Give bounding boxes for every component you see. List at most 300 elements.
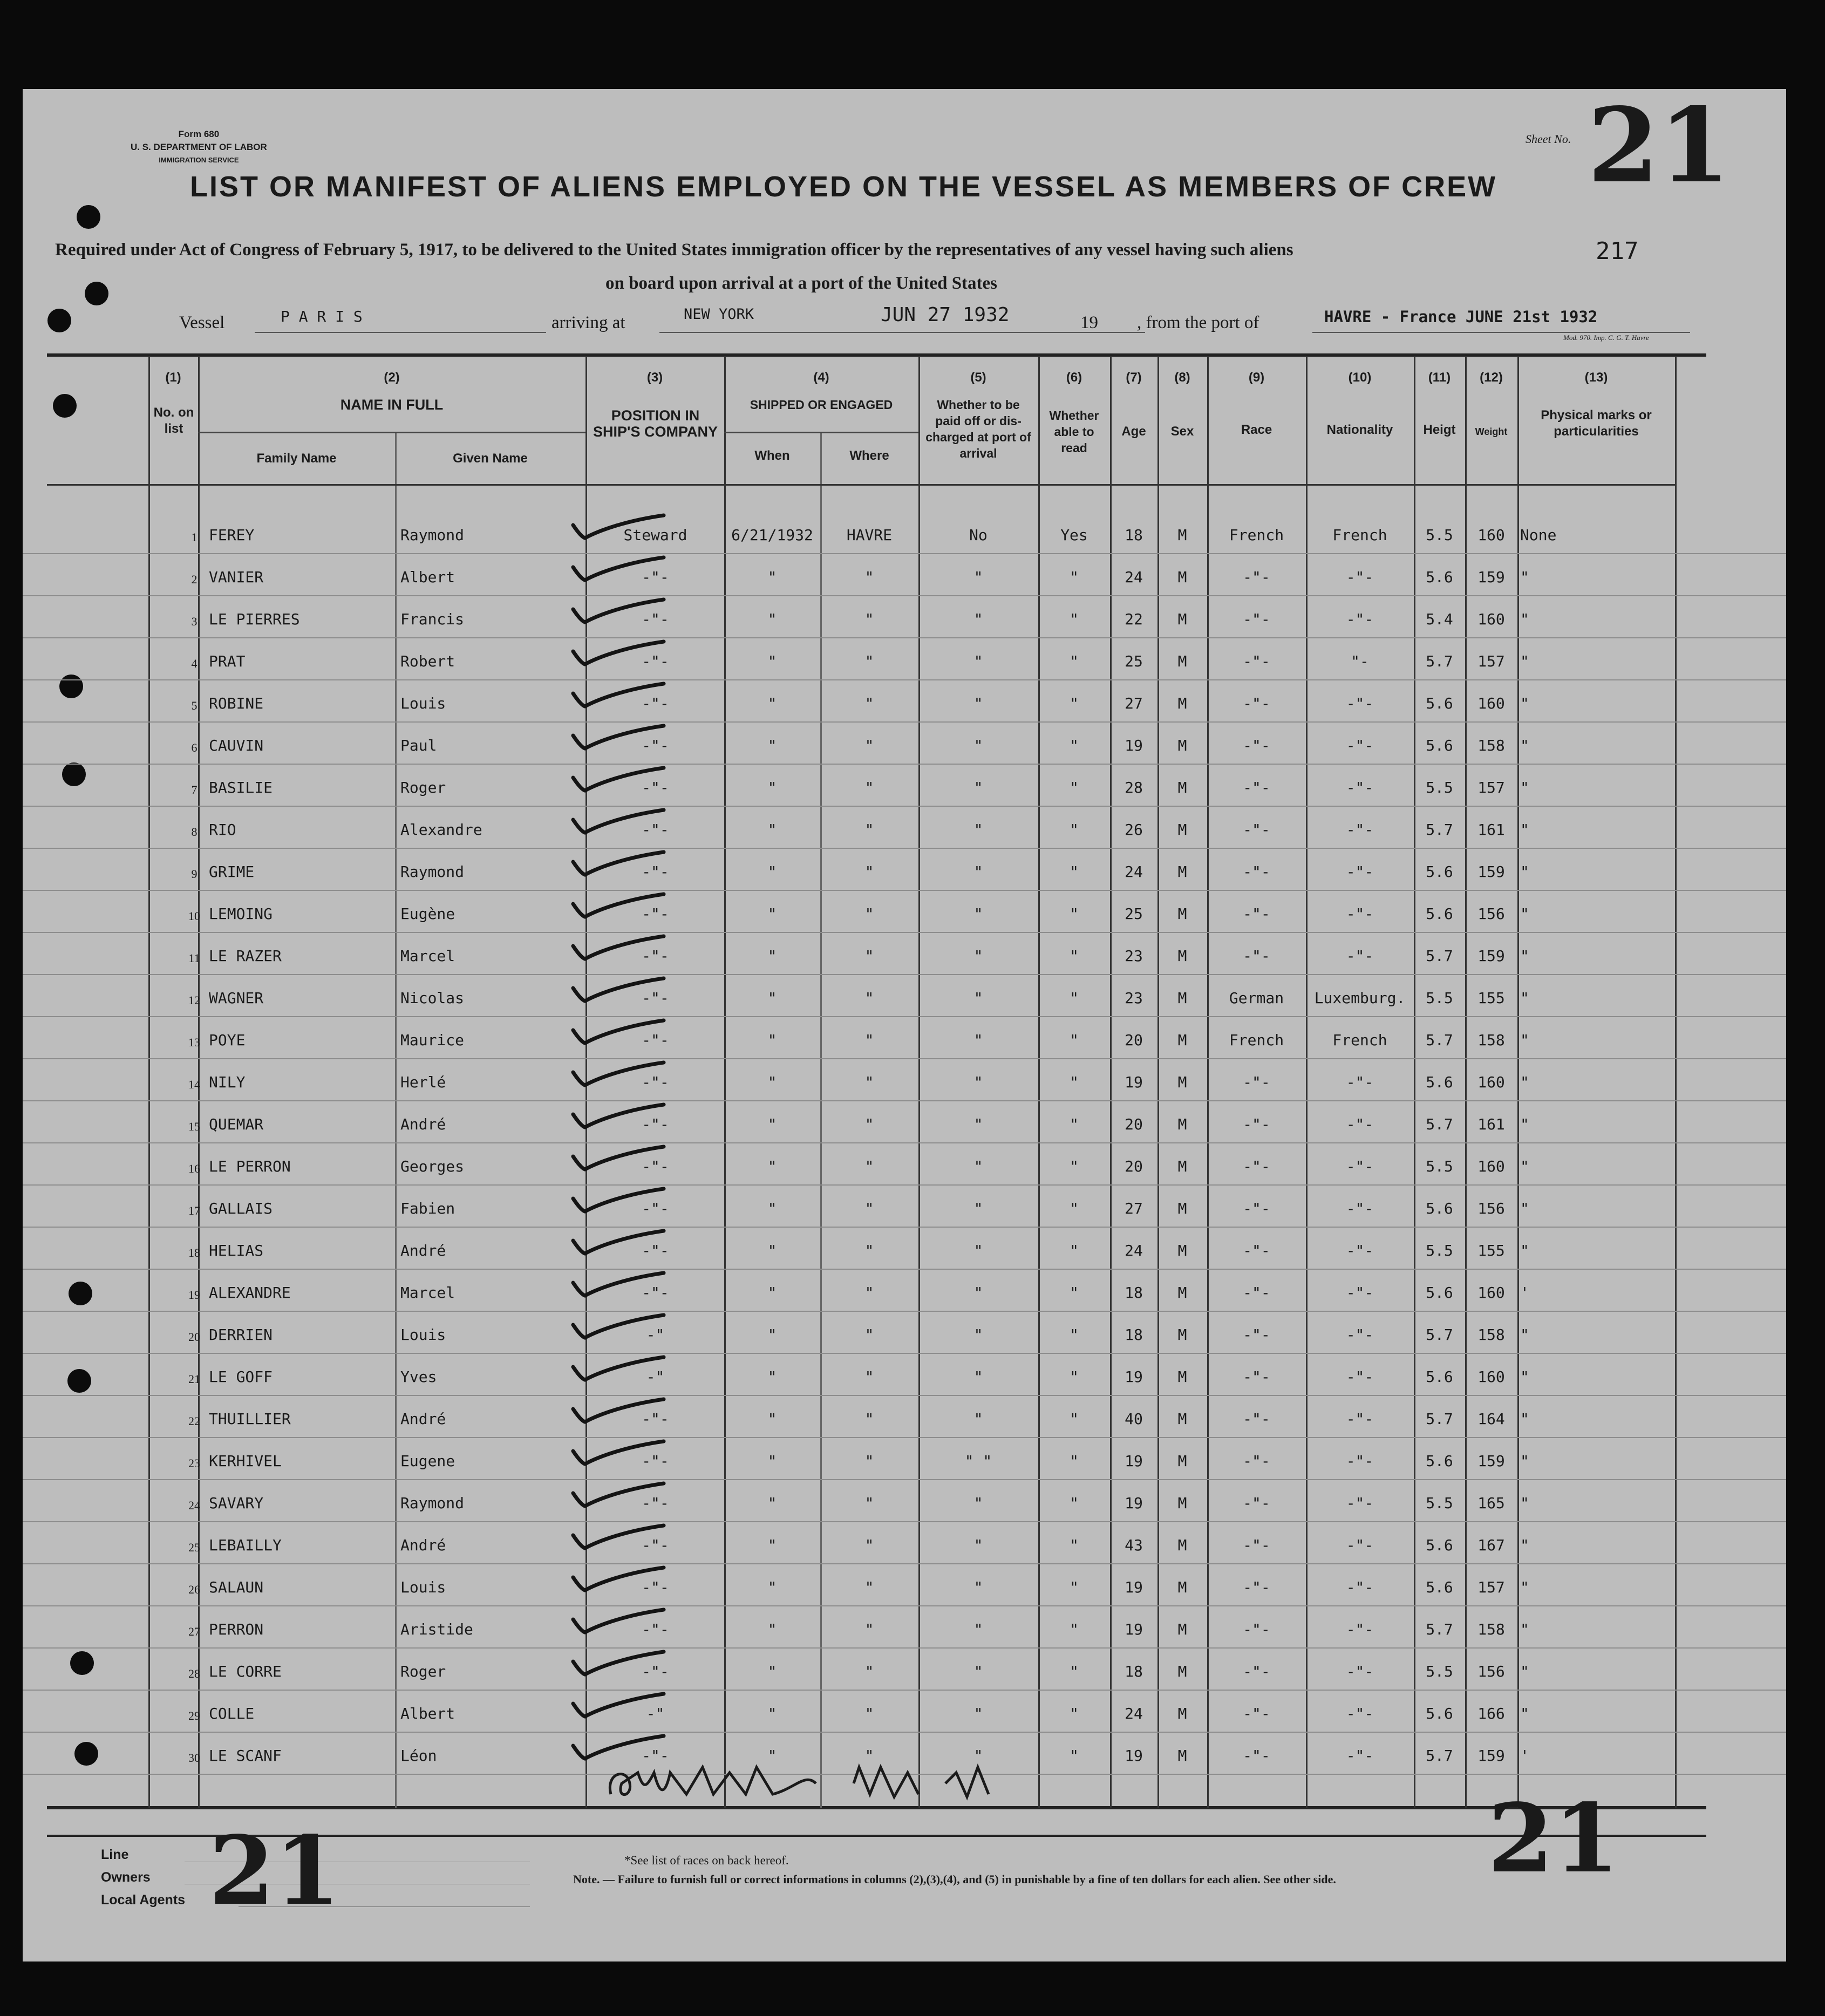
row-rule — [23, 637, 1786, 638]
marks-cell: " — [1520, 1620, 1529, 1638]
age-cell: 23 — [1125, 989, 1143, 1007]
nationality-cell: -"- — [1346, 1620, 1374, 1638]
marks-cell: " — [1520, 694, 1529, 712]
when-cell: " — [767, 1410, 777, 1428]
paid-off-cell: " — [973, 568, 983, 586]
row-number: 15 — [188, 1120, 200, 1133]
race-cell: German — [1229, 989, 1284, 1007]
age-cell: 20 — [1125, 1115, 1143, 1133]
family-name-cell: KERHIVEL — [209, 1452, 282, 1470]
race-cell: -"- — [1243, 947, 1270, 965]
height-cell: 5.5 — [1426, 779, 1453, 796]
row-number: 4 — [191, 657, 198, 670]
weight-cell: 161 — [1477, 1115, 1505, 1133]
age-cell: 20 — [1125, 1157, 1143, 1175]
local-agents-label: Local Agents — [101, 1892, 186, 1908]
age-cell: 20 — [1125, 1031, 1143, 1049]
given-name-cell: Fabien — [400, 1200, 455, 1217]
weight-cell: 159 — [1477, 863, 1505, 881]
race-cell: -"- — [1243, 610, 1270, 628]
family-name-cell: VANIER — [209, 568, 264, 586]
family-name-cell: COLLE — [209, 1705, 255, 1722]
weight-cell: 159 — [1477, 1452, 1505, 1470]
paid-off-cell: " — [973, 1747, 983, 1765]
nationality-cell: -"- — [1346, 1536, 1374, 1554]
sex-cell: M — [1177, 821, 1187, 839]
sex-cell: M — [1177, 1410, 1187, 1428]
race-cell: -"- — [1243, 1747, 1270, 1765]
given-name-cell: Georges — [400, 1157, 465, 1175]
age-cell: 18 — [1125, 1326, 1143, 1344]
age-cell: 40 — [1125, 1410, 1143, 1428]
weight-cell: 156 — [1477, 1663, 1505, 1680]
paid-off-cell: " — [973, 1242, 983, 1259]
given-name-cell: Herlé — [400, 1073, 446, 1091]
marks-cell: " — [1520, 1073, 1529, 1091]
header-rule — [47, 484, 1677, 486]
row-rule — [23, 1016, 1786, 1017]
marks-cell: " — [1520, 905, 1529, 923]
read-cell: " — [1070, 1157, 1079, 1175]
height-cell: 5.7 — [1426, 652, 1453, 670]
race-cell: -"- — [1243, 821, 1270, 839]
given-name-cell: Maurice — [400, 1031, 465, 1049]
family-name-cell: POYE — [209, 1031, 246, 1049]
marks-cell: " — [1520, 989, 1529, 1007]
sex-cell: M — [1177, 652, 1187, 670]
paid-off-cell: " — [973, 1031, 983, 1049]
sex-cell: M — [1177, 1620, 1187, 1638]
col-6-number: (6) — [1066, 370, 1082, 385]
height-cell: 5.6 — [1426, 863, 1453, 881]
marks-cell: " — [1520, 1494, 1529, 1512]
row-rule — [23, 1479, 1786, 1480]
sex-cell: M — [1177, 1663, 1187, 1680]
age-cell: 22 — [1125, 610, 1143, 628]
read-cell: " — [1070, 821, 1079, 839]
punch-hole — [69, 1282, 92, 1305]
paid-off-cell: " — [973, 1663, 983, 1680]
nationality-cell: -"- — [1346, 1494, 1374, 1512]
col-10-number: (10) — [1348, 370, 1372, 385]
sex-cell: M — [1177, 1536, 1187, 1554]
weight-cell: 157 — [1477, 652, 1505, 670]
col-4-number: (4) — [813, 370, 829, 385]
marks-cell: " — [1520, 1115, 1529, 1133]
row-rule — [23, 806, 1786, 807]
col-7-number: (7) — [1126, 370, 1142, 385]
row-number: 14 — [188, 1078, 200, 1091]
paid-off-cell: " — [973, 905, 983, 923]
weight-cell: 160 — [1477, 1157, 1505, 1175]
sex-cell: M — [1177, 1031, 1187, 1049]
height-cell: 5.5 — [1426, 526, 1453, 544]
age-cell: 18 — [1125, 526, 1143, 544]
row-number: 11 — [188, 951, 200, 965]
weight-cell: 160 — [1477, 694, 1505, 712]
marks-cell: ' — [1520, 1284, 1529, 1302]
family-name-cell: DERRIEN — [209, 1326, 273, 1344]
marks-cell: " — [1520, 1157, 1529, 1175]
age-cell: 19 — [1125, 1747, 1143, 1765]
weight-cell: 160 — [1477, 1073, 1505, 1091]
col-header-shipped: SHIPPED OR ENGAGED — [750, 398, 893, 412]
nationality-cell: -"- — [1346, 1073, 1374, 1091]
when-cell: " — [767, 1115, 777, 1133]
marks-cell: " — [1520, 610, 1529, 628]
race-cell: -"- — [1243, 568, 1270, 586]
row-rule — [23, 1563, 1786, 1564]
race-cell: -"- — [1243, 1578, 1270, 1596]
weight-cell: 156 — [1477, 905, 1505, 923]
age-cell: 23 — [1125, 947, 1143, 965]
given-name-cell: Raymond — [400, 1494, 465, 1512]
sex-cell: M — [1177, 863, 1187, 881]
race-cell: -"- — [1243, 1115, 1270, 1133]
race-cell: -"- — [1243, 1536, 1270, 1554]
height-cell: 5.6 — [1426, 1536, 1453, 1554]
punch-hole — [59, 675, 83, 698]
where-cell: " — [864, 1368, 874, 1386]
family-name-cell: LE SCANF — [209, 1747, 282, 1765]
family-name-cell: LE CORRE — [209, 1663, 282, 1680]
position-cell: -"- — [642, 1620, 669, 1638]
when-cell: " — [767, 1031, 777, 1049]
paid-off-cell: " — [973, 989, 983, 1007]
when-cell: " — [767, 1368, 777, 1386]
given-name-cell: André — [400, 1242, 446, 1259]
position-cell: -"- — [642, 989, 669, 1007]
when-cell: " — [767, 989, 777, 1007]
read-cell: " — [1070, 863, 1079, 881]
age-cell: 43 — [1125, 1536, 1143, 1554]
races-note: *See list of races on back hereof. — [624, 1854, 789, 1867]
row-number: 24 — [188, 1499, 200, 1512]
row-number: 29 — [188, 1709, 200, 1722]
sex-cell: M — [1177, 610, 1187, 628]
race-cell: -"- — [1243, 1073, 1270, 1091]
age-cell: 24 — [1125, 1242, 1143, 1259]
col-3-number: (3) — [646, 370, 663, 385]
subtitle-line-1: Required under Act of Congress of February 5, 1917, to be delivered to the United States immigration officer by the representatives of any vessel having such aliens — [55, 240, 1293, 260]
height-cell: 5.7 — [1426, 821, 1453, 839]
checkmark-icon — [567, 1561, 680, 1599]
checkmark-icon — [567, 1393, 680, 1431]
paid-off-cell: No — [969, 526, 988, 544]
vessel-label: Vessel — [179, 313, 225, 332]
row-rule — [23, 848, 1786, 849]
nationality-cell: -"- — [1346, 1326, 1374, 1344]
weight-cell: 164 — [1477, 1410, 1505, 1428]
family-name-cell: WAGNER — [209, 989, 264, 1007]
checkmark-icon — [567, 1351, 680, 1388]
read-cell: " — [1070, 1031, 1079, 1049]
marks-cell: " — [1520, 1368, 1529, 1386]
col-8-number: (8) — [1174, 370, 1190, 385]
race-cell: -"- — [1243, 1368, 1270, 1386]
checkmark-icon — [567, 1309, 680, 1346]
age-cell: 25 — [1125, 652, 1143, 670]
given-name-cell: Marcel — [400, 947, 455, 965]
position-cell: -"- — [642, 610, 669, 628]
col-header-race: Race — [1241, 423, 1272, 437]
weight-cell: 160 — [1477, 1284, 1505, 1302]
position-cell: -"- — [642, 947, 669, 965]
marks-cell: " — [1520, 568, 1529, 586]
checkmark-icon — [567, 1645, 680, 1683]
height-cell: 5.6 — [1426, 694, 1453, 712]
given-name-cell: André — [400, 1115, 446, 1133]
marks-cell: " — [1520, 1536, 1529, 1554]
row-rule — [23, 1142, 1786, 1143]
family-name-cell: NILY — [209, 1073, 246, 1091]
read-cell: " — [1070, 610, 1079, 628]
row-number: 12 — [188, 993, 200, 1007]
checkmark-icon — [567, 1014, 680, 1052]
race-cell: -"- — [1243, 1157, 1270, 1175]
sex-cell: M — [1177, 1368, 1187, 1386]
row-number: 21 — [188, 1372, 200, 1386]
weight-cell: 157 — [1477, 779, 1505, 796]
where-cell: " — [864, 1242, 874, 1259]
weight-cell: 155 — [1477, 989, 1505, 1007]
nationality-cell: French — [1332, 1031, 1387, 1049]
age-cell: 28 — [1125, 779, 1143, 796]
stamp-right: 21 — [1488, 1783, 1619, 1894]
checkmark-icon — [567, 846, 680, 883]
checkmark-icon — [567, 930, 680, 968]
row-rule — [23, 721, 1786, 723]
position-cell: -"- — [642, 737, 669, 754]
where-cell: " — [864, 1705, 874, 1722]
given-name-cell: Roger — [400, 1663, 446, 1680]
read-cell: " — [1070, 947, 1079, 965]
row-rule — [23, 932, 1786, 933]
height-cell: 5.5 — [1426, 1494, 1453, 1512]
height-cell: 5.7 — [1426, 1326, 1453, 1344]
family-name-cell: RIO — [209, 821, 236, 839]
paid-off-cell: " — [973, 1494, 983, 1512]
punch-hole — [53, 394, 77, 418]
service: IMMIGRATION SERVICE — [159, 156, 239, 164]
given-name-cell: Francis — [400, 610, 465, 628]
family-name-cell: BASILIE — [209, 779, 273, 796]
nationality-cell: -"- — [1346, 1663, 1374, 1680]
row-rule — [23, 890, 1786, 891]
row-rule — [23, 764, 1786, 765]
table-top-rule — [47, 353, 1706, 357]
where-cell: HAVRE — [846, 526, 893, 544]
nationality-cell: -"- — [1346, 1284, 1374, 1302]
marks-cell: " — [1520, 652, 1529, 670]
height-cell: 5.5 — [1426, 1663, 1453, 1680]
when-cell: " — [767, 947, 777, 965]
checkmark-icon — [567, 888, 680, 925]
race-cell: -"- — [1243, 1452, 1270, 1470]
age-cell: 24 — [1125, 863, 1143, 881]
row-number: 20 — [188, 1330, 200, 1344]
weight-cell: 165 — [1477, 1494, 1505, 1512]
read-cell: " — [1070, 1284, 1079, 1302]
given-name-cell: Louis — [400, 694, 446, 712]
age-cell: 25 — [1125, 905, 1143, 923]
read-cell: " — [1070, 1410, 1079, 1428]
sheet-label: Sheet No. — [1526, 132, 1571, 146]
read-cell: " — [1070, 1663, 1079, 1680]
position-cell: -" — [646, 1368, 665, 1386]
punch-hole — [47, 309, 71, 332]
row-rule — [23, 1058, 1786, 1059]
checkmark-icon — [567, 1182, 680, 1220]
row-rule — [23, 1690, 1786, 1691]
weight-cell: 159 — [1477, 947, 1505, 965]
age-cell: 27 — [1125, 1200, 1143, 1217]
sex-cell: M — [1177, 1200, 1187, 1217]
checkmark-icon — [567, 1435, 680, 1473]
when-cell: 6/21/1932 — [731, 526, 813, 544]
paid-off-cell: " — [973, 1284, 983, 1302]
race-cell: French — [1229, 526, 1284, 544]
marks-cell: " — [1520, 863, 1529, 881]
marks-cell: " — [1520, 947, 1529, 965]
signature — [600, 1751, 1010, 1810]
row-rule — [23, 1605, 1786, 1606]
race-cell: -"- — [1243, 1410, 1270, 1428]
paid-off-cell: " — [973, 1620, 983, 1638]
race-cell: -"- — [1243, 737, 1270, 754]
paid-off-cell: " — [973, 694, 983, 712]
nationality-cell: -"- — [1346, 821, 1374, 839]
when-cell: " — [767, 1536, 777, 1554]
checkmark-icon — [567, 1519, 680, 1557]
weight-cell: 166 — [1477, 1705, 1505, 1722]
row-number: 10 — [188, 909, 200, 923]
where-cell: " — [864, 652, 874, 670]
col-13-number: (13) — [1584, 370, 1608, 385]
side-number: 217 — [1596, 237, 1639, 265]
read-cell: " — [1070, 989, 1079, 1007]
punch-hole — [85, 282, 108, 305]
row-rule — [23, 1395, 1786, 1396]
given-name-cell: Louis — [400, 1578, 446, 1596]
position-cell: -"- — [642, 568, 669, 586]
read-cell: " — [1070, 1747, 1079, 1765]
where-cell: " — [864, 1073, 874, 1091]
read-cell: " — [1070, 1368, 1079, 1386]
department: U. S. DEPARTMENT OF LABOR — [131, 142, 267, 152]
race-cell: -"- — [1243, 652, 1270, 670]
col-header-age: Age — [1121, 424, 1146, 439]
marks-cell: " — [1520, 1326, 1529, 1344]
sex-cell: M — [1177, 1242, 1187, 1259]
checkmark-icon — [567, 1056, 680, 1094]
height-cell: 5.6 — [1426, 1578, 1453, 1596]
row-rule — [23, 1227, 1786, 1228]
weight-cell: 158 — [1477, 1620, 1505, 1638]
given-name-cell: Robert — [400, 652, 455, 670]
given-name-cell: André — [400, 1410, 446, 1428]
height-cell: 5.6 — [1426, 1200, 1453, 1217]
sex-cell: M — [1177, 779, 1187, 796]
family-name-cell: LE GOFF — [209, 1368, 273, 1386]
nationality-cell: -"- — [1346, 694, 1374, 712]
when-cell: " — [767, 821, 777, 839]
arrival-date: JUN 27 1932 — [881, 304, 1010, 326]
sex-cell: M — [1177, 737, 1187, 754]
position-cell: -"- — [642, 1284, 669, 1302]
nationality-cell: Luxemburg. — [1314, 989, 1406, 1007]
age-cell: 18 — [1125, 1663, 1143, 1680]
position-cell: -" — [646, 1705, 665, 1722]
where-cell: " — [864, 1200, 874, 1217]
row-number: 3 — [191, 615, 198, 628]
sex-cell: M — [1177, 905, 1187, 923]
row-rule — [23, 595, 1786, 596]
row-rule — [23, 1521, 1786, 1522]
age-cell: 19 — [1125, 1620, 1143, 1638]
marks-cell: " — [1520, 737, 1529, 754]
sex-cell: M — [1177, 694, 1187, 712]
age-cell: 19 — [1125, 1578, 1143, 1596]
year-label: 19 — [1080, 313, 1098, 332]
where-cell: " — [864, 1284, 874, 1302]
family-name-cell: LE PERRON — [209, 1157, 291, 1175]
sex-cell: M — [1177, 1326, 1187, 1344]
family-name-cell: LE RAZER — [209, 947, 282, 965]
height-cell: 5.6 — [1426, 568, 1453, 586]
marks-cell: " — [1520, 1663, 1529, 1680]
given-name-cell: Aristide — [400, 1620, 473, 1638]
race-cell: -"- — [1243, 905, 1270, 923]
height-cell: 5.6 — [1426, 1452, 1453, 1470]
when-cell: " — [767, 905, 777, 923]
when-cell: " — [767, 652, 777, 670]
nationality-cell: -"- — [1346, 1705, 1374, 1722]
read-cell: " — [1070, 1705, 1079, 1722]
row-rule — [23, 1353, 1786, 1354]
read-cell: " — [1070, 1115, 1079, 1133]
where-cell: " — [864, 694, 874, 712]
row-number: 13 — [188, 1036, 200, 1049]
when-cell: " — [767, 1663, 777, 1680]
given-name-cell: Eugene — [400, 1452, 455, 1470]
checkmark-icon — [567, 551, 680, 589]
height-cell: 5.7 — [1426, 1620, 1453, 1638]
race-cell: -"- — [1243, 863, 1270, 881]
read-cell: " — [1070, 737, 1079, 754]
position-cell: -"- — [642, 652, 669, 670]
paid-off-cell: " — [973, 1115, 983, 1133]
where-cell: " — [864, 905, 874, 923]
col-header-marks: Physical marks or particularities — [1541, 408, 1652, 439]
marks-cell: " — [1520, 821, 1529, 839]
manifest-sheet — [23, 85, 1786, 1961]
col-header-read: Whether able to read — [1049, 408, 1099, 455]
col-header-position: POSITION IN SHIP'S COMPANY — [593, 407, 718, 440]
checkmark-icon — [567, 719, 680, 757]
when-cell: " — [767, 694, 777, 712]
position-cell: -"- — [642, 1452, 669, 1470]
punch-hole — [62, 762, 86, 786]
paid-off-cell: " — [973, 1410, 983, 1428]
col-header-sex: Sex — [1170, 424, 1194, 439]
row-rule — [23, 1732, 1786, 1733]
race-cell: -"- — [1243, 1663, 1270, 1680]
col-header-no: No. on list — [153, 405, 194, 436]
when-cell: " — [767, 1620, 777, 1638]
paid-off-cell: " " — [964, 1452, 992, 1470]
row-rule — [23, 1311, 1786, 1312]
